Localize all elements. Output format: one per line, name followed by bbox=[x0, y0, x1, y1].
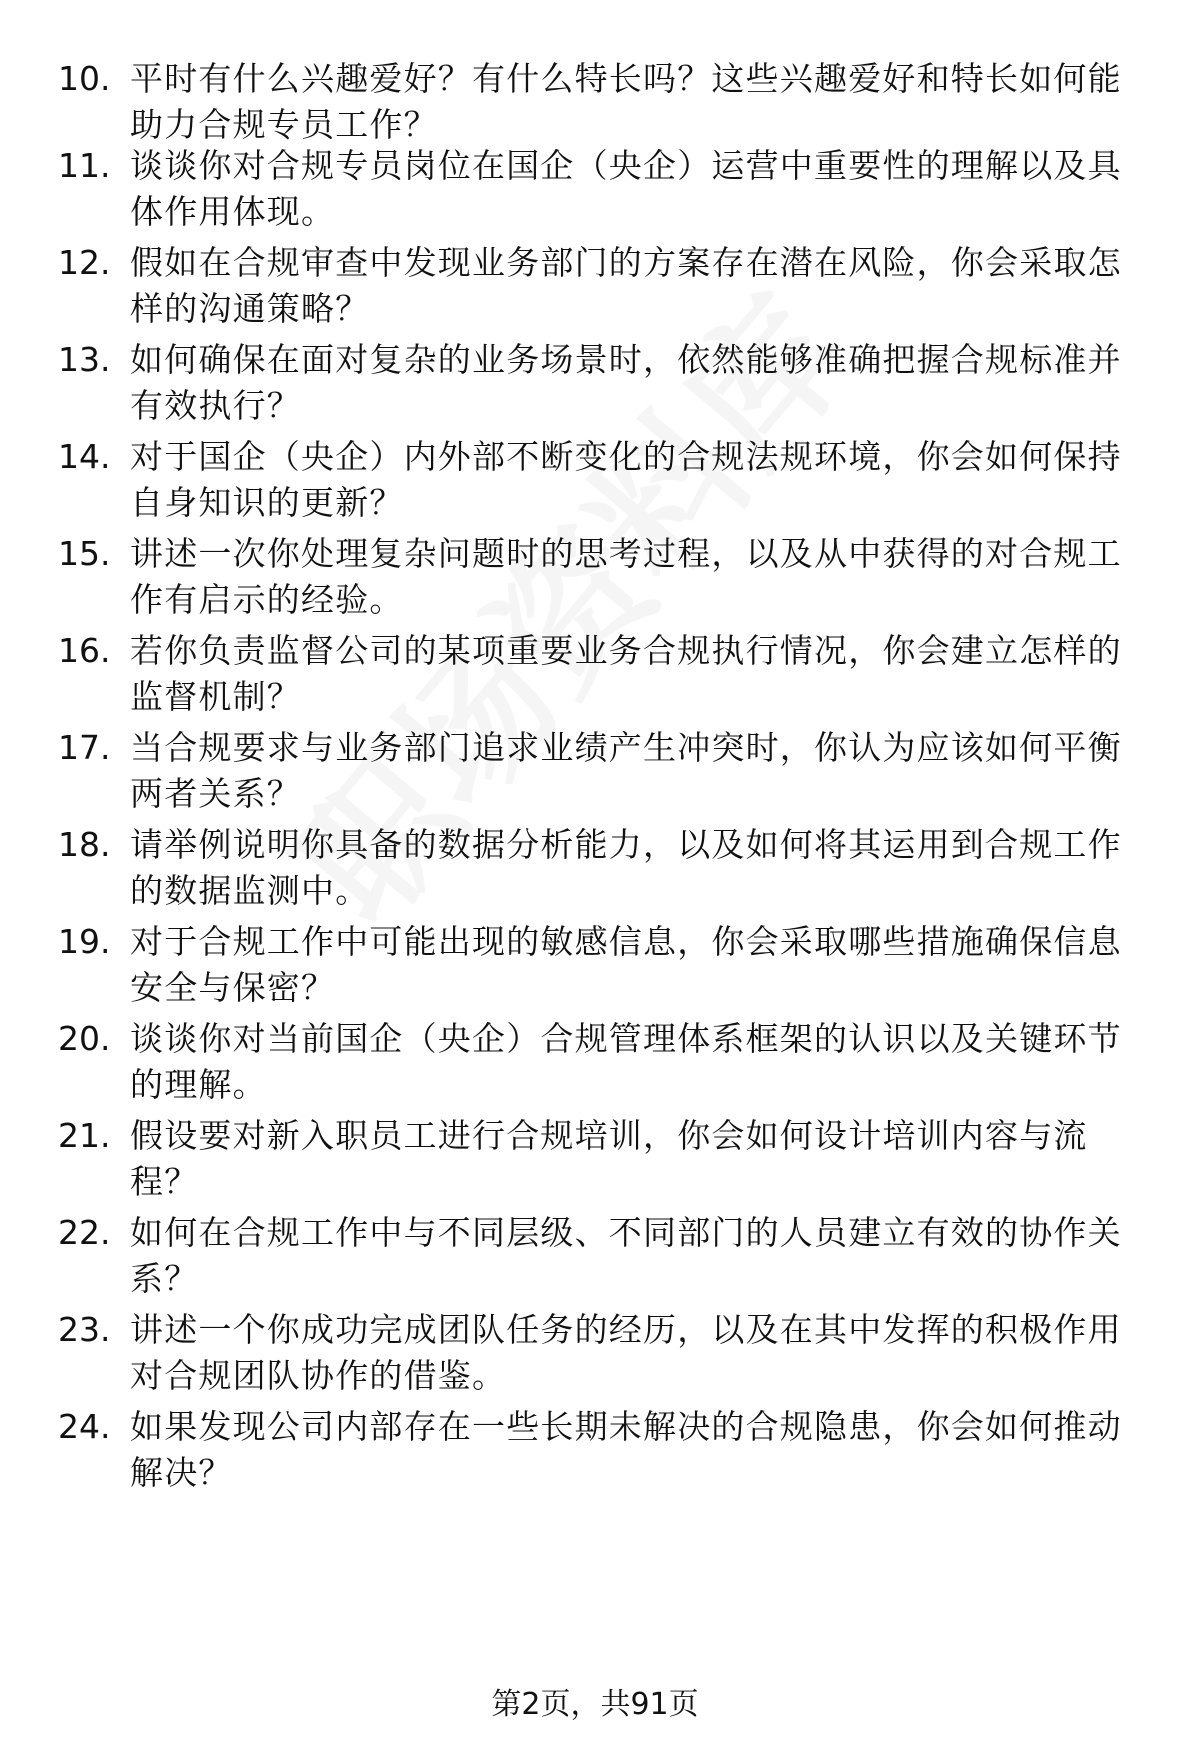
question-text: 讲述一个你成功完成团队任务的经历，以及在其中发挥的积极作用对合规团队协作的借鉴。 bbox=[130, 1310, 1122, 1395]
page-footer: 第2页，共91页 bbox=[491, 1687, 699, 1722]
question-number: 10. bbox=[58, 59, 111, 98]
question-number: 23. bbox=[58, 1310, 111, 1349]
question-number: 20. bbox=[58, 1019, 111, 1058]
question-text: 对于国企（央企）内外部不断变化的合规法规环境，你会如何保持自身知识的更新？ bbox=[130, 437, 1122, 522]
question-text: 谈谈你对合规专员岗位在国企（央企）运营中重要性的理解以及具体作用体现。 bbox=[130, 146, 1122, 231]
question-text: 若你负责监督公司的某项重要业务合规执行情况，你会建立怎样的监督机制？ bbox=[130, 631, 1122, 716]
question-text: 假设要对新入职员工进行合规培训，你会如何设计培训内容与流程？ bbox=[130, 1116, 1088, 1201]
question-text: 如何确保在面对复杂的业务场景时，依然能够准确把握合规标准并有效执行？ bbox=[130, 340, 1122, 425]
question-number: 11. bbox=[58, 146, 111, 185]
question-text: 讲述一次你处理复杂问题时的思考过程，以及从中获得的对合规工作有启示的经验。 bbox=[130, 534, 1122, 619]
question-text: 对于合规工作中可能出现的敏感信息，你会采取哪些措施确保信息安全与保密？ bbox=[130, 922, 1122, 1007]
question-text: 平时有什么兴趣爱好？有什么特长吗？这些兴趣爱好和特长如何能助力合规专员工作？ bbox=[130, 59, 1122, 144]
question-text: 如果发现公司内部存在一些长期未解决的合规隐患，你会如何推动解决？ bbox=[130, 1407, 1122, 1492]
question-text: 当合规要求与业务部门追求业绩产生冲突时，你认为应该如何平衡两者关系？ bbox=[130, 728, 1122, 813]
question-number: 17. bbox=[58, 728, 111, 767]
question-number: 14. bbox=[58, 437, 111, 476]
question-number: 13. bbox=[58, 340, 111, 379]
question-text: 请举例说明你具备的数据分析能力，以及如何将其运用到合规工作的数据监测中。 bbox=[130, 825, 1122, 910]
question-number: 12. bbox=[58, 243, 111, 282]
question-number: 21. bbox=[58, 1116, 111, 1155]
question-number: 16. bbox=[58, 631, 111, 670]
question-number: 18. bbox=[58, 825, 111, 864]
question-text: 假如在合规审查中发现业务部门的方案存在潜在风险，你会采取怎样的沟通策略？ bbox=[130, 243, 1122, 328]
question-number: 15. bbox=[58, 534, 111, 573]
question-number: 19. bbox=[58, 922, 111, 961]
question-text: 如何在合规工作中与不同层级、不同部门的人员建立有效的协作关系？ bbox=[130, 1213, 1122, 1298]
question-number: 22. bbox=[58, 1213, 111, 1252]
question-number: 24. bbox=[58, 1407, 111, 1446]
question-text: 谈谈你对当前国企（央企）合规管理体系框架的认识以及关键环节的理解。 bbox=[130, 1019, 1122, 1104]
